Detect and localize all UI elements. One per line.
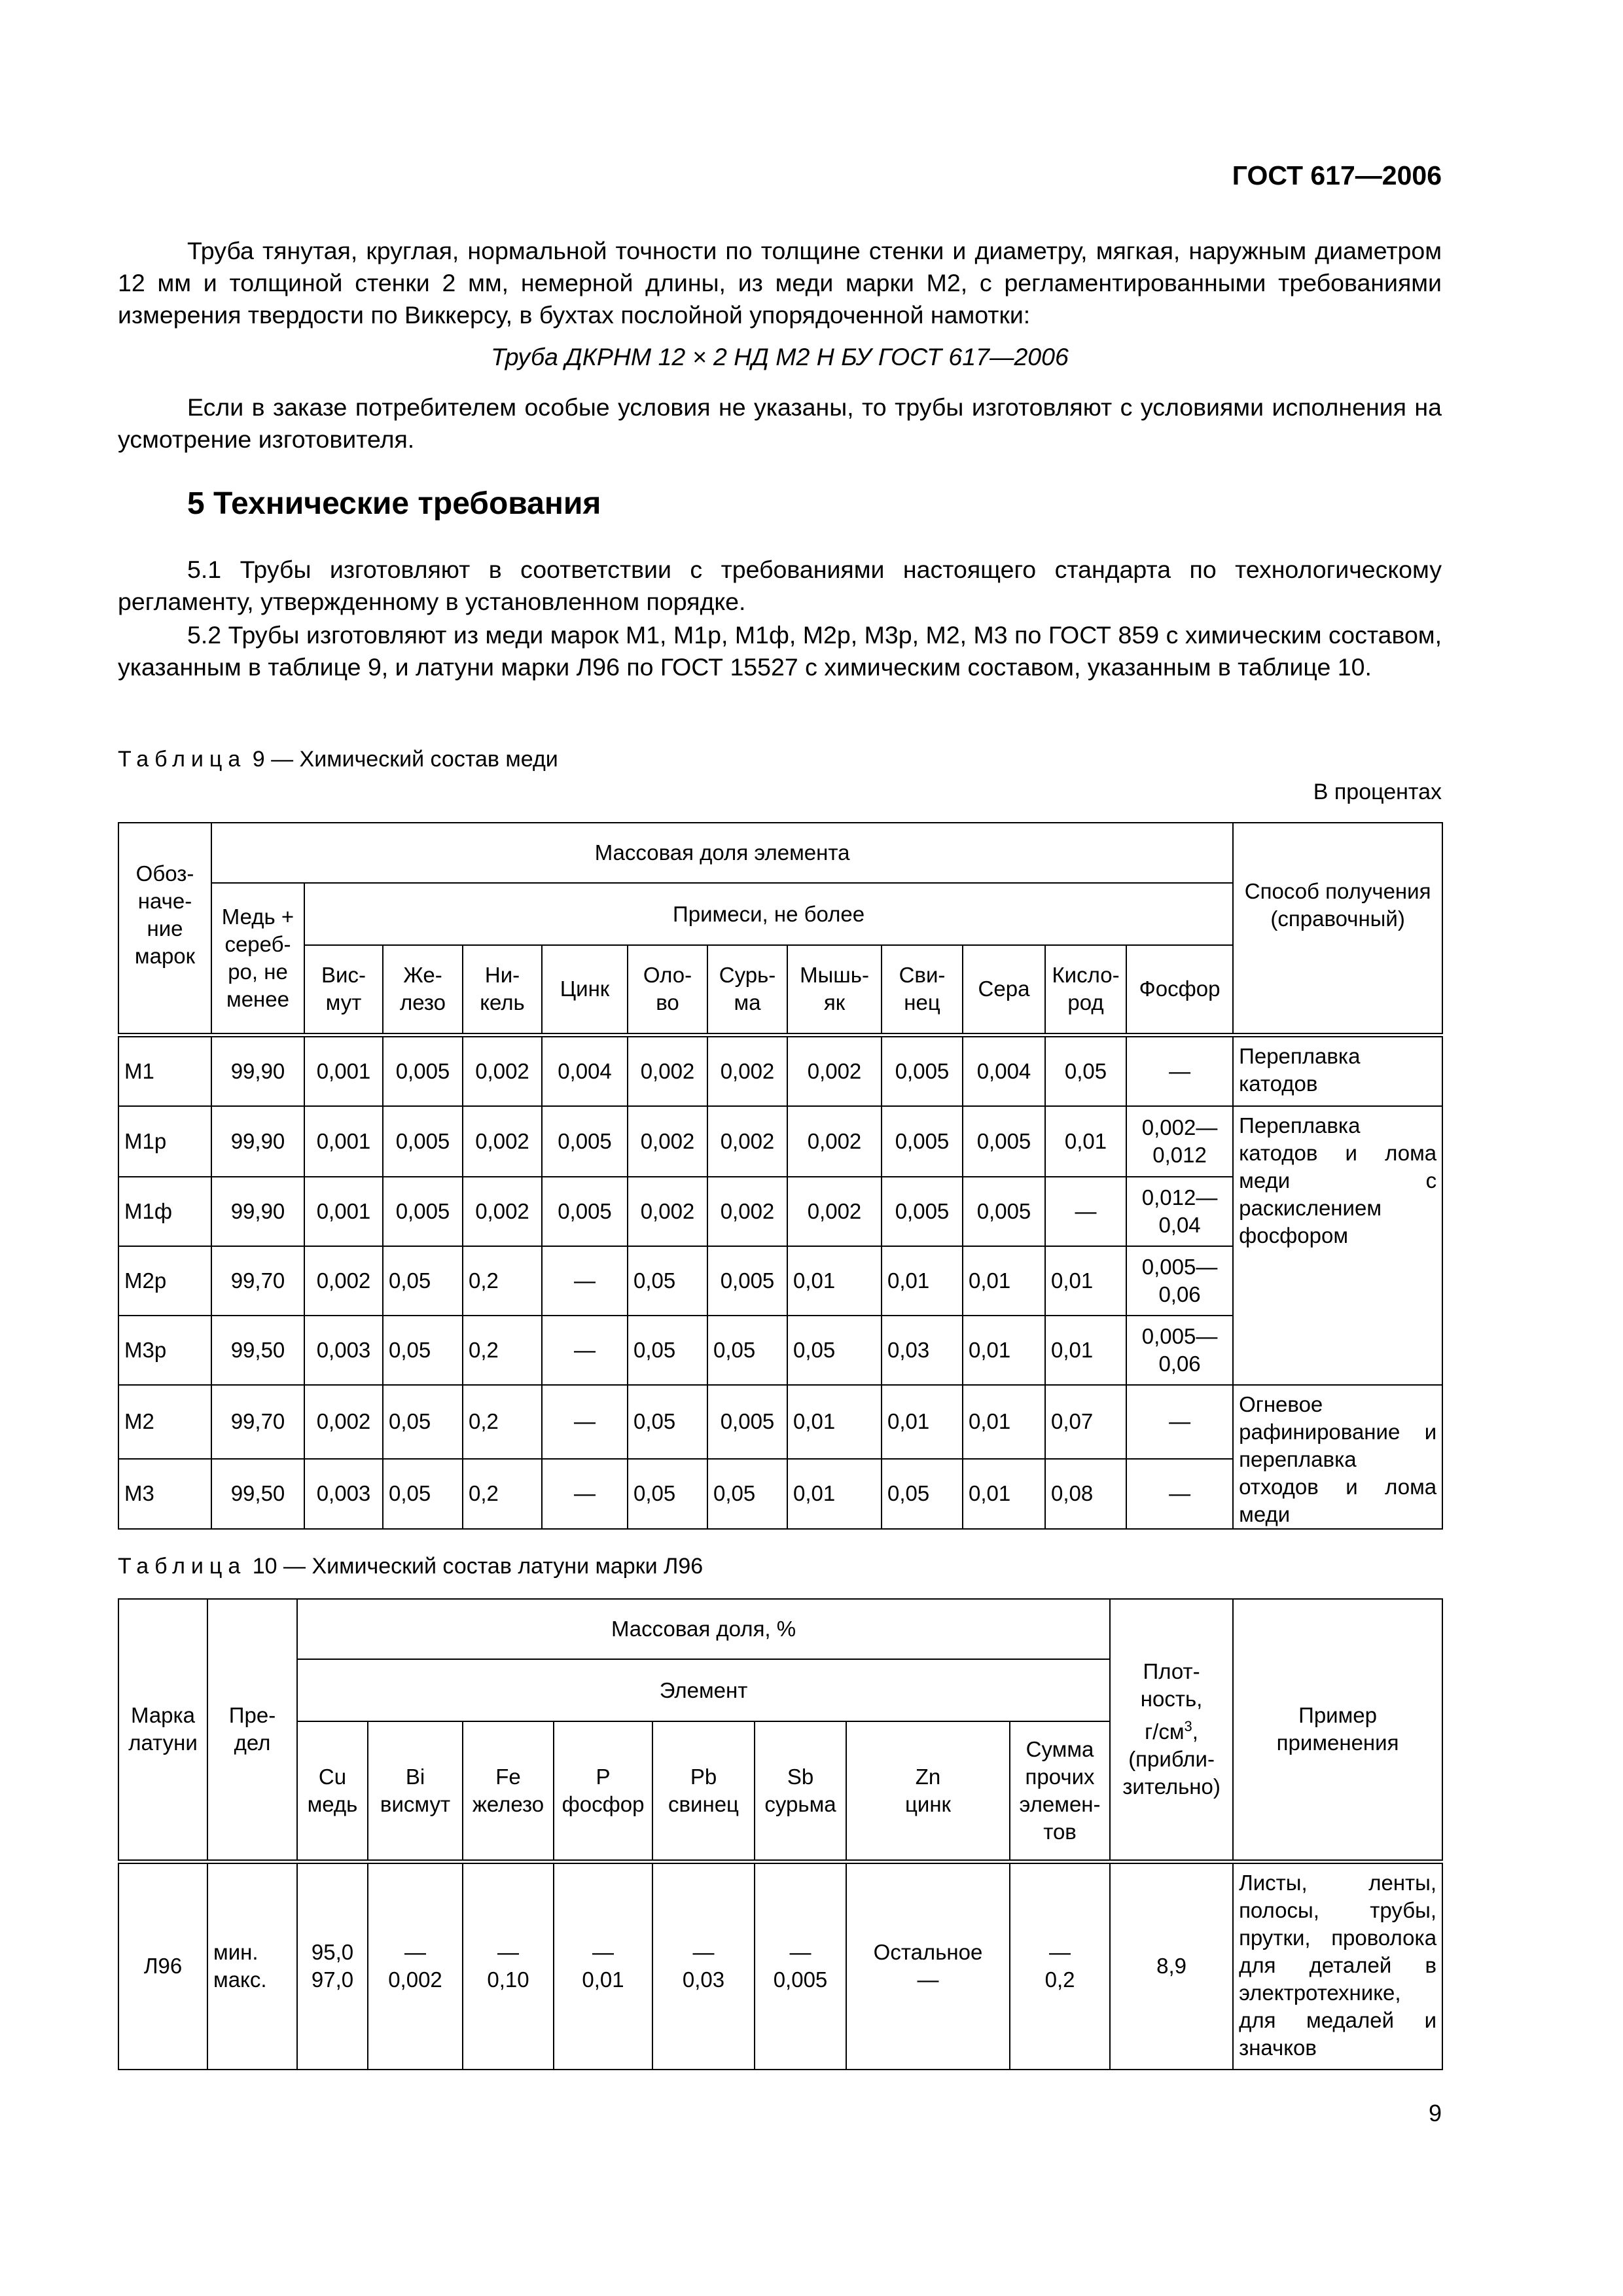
header-designation: Обоз- наче- ние марок bbox=[118, 823, 211, 1035]
cell-value: 0,05 bbox=[707, 1459, 787, 1529]
caption-word: Таблица bbox=[118, 747, 247, 772]
cell-value: 0,005 bbox=[882, 1177, 963, 1246]
cell-value: 0,05 bbox=[383, 1459, 463, 1529]
cell-copper: 99,50 bbox=[211, 1316, 304, 1385]
cell-copper: 99,90 bbox=[211, 1106, 304, 1177]
cell-value: 0,005 bbox=[383, 1035, 463, 1106]
header-element: Фосфор bbox=[1126, 945, 1233, 1035]
header-element: P фосфор bbox=[554, 1721, 652, 1861]
table9-units: В процентах bbox=[1313, 780, 1442, 804]
header-element: Sb сурьма bbox=[755, 1721, 846, 1861]
cell-value: 0,005 bbox=[542, 1106, 628, 1177]
cell-value: 0,001 bbox=[304, 1035, 383, 1106]
paragraph-5-1: 5.1 Трубы изготовляют в соответствии с требованиями настоящего стандарта по технологическому регламенту, утвержденному в установленном порядке. bbox=[118, 556, 1442, 615]
cell-value: 0,002 bbox=[628, 1106, 707, 1177]
header-element: Кисло- род bbox=[1045, 945, 1126, 1035]
header-element: Zn цинк bbox=[846, 1721, 1010, 1861]
cell-value: — 0,005 bbox=[755, 1861, 846, 2070]
cell-value: 0,05 bbox=[383, 1316, 463, 1385]
header-element: Мышь- як bbox=[787, 945, 882, 1035]
caption-text: 10 — Химический состав латуни марки Л96 bbox=[246, 1554, 704, 1579]
cell-value: 0,003 bbox=[304, 1459, 383, 1529]
header-element: Вис- мут bbox=[304, 945, 383, 1035]
cell-grade: М1ф bbox=[118, 1177, 211, 1246]
cell-grade: М1 bbox=[118, 1035, 211, 1106]
cell-value: 0,01 bbox=[963, 1385, 1045, 1459]
cell-value: 0,005 bbox=[383, 1177, 463, 1246]
cell-value: 0,005 bbox=[963, 1106, 1045, 1177]
header-mass-fraction: Массовая доля элемента bbox=[211, 823, 1233, 883]
table9-caption bbox=[118, 747, 558, 772]
cell-value: Остальное — bbox=[846, 1861, 1010, 2070]
header-density bbox=[1110, 1599, 1233, 1861]
table10-brass-composition bbox=[118, 1598, 1443, 2070]
cell-value: 0,001 bbox=[304, 1177, 383, 1246]
header-element: Сумма прочих элемен- тов bbox=[1010, 1721, 1110, 1861]
table9-copper-composition bbox=[118, 822, 1443, 1530]
header-element: Cu медь bbox=[297, 1721, 368, 1861]
designation-example: Труба ДКРНМ 12 × 2 НД М2 Н БУ ГОСТ 617—2006 bbox=[491, 343, 1069, 370]
cell-value: 0,01 bbox=[963, 1246, 1045, 1316]
cell-value: 0,01 bbox=[787, 1459, 882, 1529]
cell-value: 0,002 bbox=[707, 1106, 787, 1177]
cell-value: 0,01 bbox=[787, 1385, 882, 1459]
cell-value: 0,002 bbox=[463, 1035, 542, 1106]
cell-value: 0,2 bbox=[463, 1246, 542, 1316]
cell-value: 0,005— 0,06 bbox=[1126, 1316, 1233, 1385]
header-element: Ни- кель bbox=[463, 945, 542, 1035]
cell-value: 0,01 bbox=[1045, 1106, 1126, 1177]
cell-value: 0,07 bbox=[1045, 1385, 1126, 1459]
cell-grade: М3 bbox=[118, 1459, 211, 1529]
cell-value: 0,005 bbox=[542, 1177, 628, 1246]
cell-grade: М2 bbox=[118, 1385, 211, 1459]
cell-value: 0,002 bbox=[304, 1246, 383, 1316]
cell-grade: М3р bbox=[118, 1316, 211, 1385]
paragraph-example-intro: Труба тянутая, круглая, нормальной точности по толщине стенки и диаметру, мягкая, наружным диаметром 12 мм и толщиной стенки 2 мм, немерной длины, из меди марки М2, с регламентированными требованиями измерения твердости по Виккерсу, в бухтах послойной упорядоченной намотки: bbox=[118, 237, 1442, 329]
header-impurities: Примеси, не более bbox=[304, 883, 1233, 945]
header-element: Bi висмут bbox=[368, 1721, 463, 1861]
cell-value: 0,2 bbox=[463, 1316, 542, 1385]
cell-method: Переплавка катодов и лома меди с раскислением фосфором bbox=[1233, 1106, 1442, 1385]
cell-value: 0,003 bbox=[304, 1316, 383, 1385]
cell-value: 0,05 bbox=[787, 1316, 882, 1385]
cell-value: 0,01 bbox=[1045, 1246, 1126, 1316]
cell-limit: мин. макс. bbox=[207, 1861, 297, 2070]
cell-value: 0,002— 0,012 bbox=[1126, 1106, 1233, 1177]
cell-value: — bbox=[1126, 1459, 1233, 1529]
cell-value: 0,005 bbox=[383, 1106, 463, 1177]
cell-value: 0,002 bbox=[787, 1177, 882, 1246]
cell-value: 0,005 bbox=[707, 1246, 787, 1316]
cell-value: 0,002 bbox=[787, 1035, 882, 1106]
header-limit: Пре- дел bbox=[207, 1599, 297, 1861]
cell-value: 0,01 bbox=[882, 1385, 963, 1459]
cell-value: 0,004 bbox=[542, 1035, 628, 1106]
cell-example: Листы, ленты, полосы, трубы, прутки, проволока для деталей в электротехнике, для медалей и значков bbox=[1233, 1861, 1442, 2070]
cell-value: — 0,2 bbox=[1010, 1861, 1110, 2070]
cell-value: 0,005 bbox=[882, 1106, 963, 1177]
cell-value: — bbox=[542, 1316, 628, 1385]
cell-value: 0,08 bbox=[1045, 1459, 1126, 1529]
header-mass-fraction: Массовая доля, % bbox=[297, 1599, 1110, 1659]
document-id: ГОСТ 617—2006 bbox=[1232, 160, 1442, 190]
cell-value: — bbox=[542, 1385, 628, 1459]
cell-value: 0,03 bbox=[882, 1316, 963, 1385]
cell-value: 0,05 bbox=[628, 1459, 707, 1529]
cell-method: Огневое рафинирование и переплавка отходов и лома меди bbox=[1233, 1385, 1442, 1529]
cell-value: 0,05 bbox=[383, 1246, 463, 1316]
cell-value: 0,05 bbox=[1045, 1035, 1126, 1106]
cell-value: 0,01 bbox=[963, 1316, 1045, 1385]
cell-value: 0,01 bbox=[963, 1459, 1045, 1529]
header-brass-grade: Марка латуни bbox=[118, 1599, 207, 1861]
table10-caption bbox=[118, 1554, 703, 1579]
header-element: Элемент bbox=[297, 1659, 1110, 1721]
cell-value: 0,002 bbox=[463, 1106, 542, 1177]
cell-value: 0,001 bbox=[304, 1106, 383, 1177]
cell-value: 0,005 bbox=[882, 1035, 963, 1106]
cell-value: — 0,03 bbox=[652, 1861, 755, 2070]
cell-value: 0,05 bbox=[707, 1316, 787, 1385]
cell-value: 0,05 bbox=[383, 1385, 463, 1459]
cell-value: 0,2 bbox=[463, 1459, 542, 1529]
cell-value: — 0,10 bbox=[463, 1861, 554, 2070]
cell-grade: М1р bbox=[118, 1106, 211, 1177]
header-element: Сви- нец bbox=[882, 945, 963, 1035]
cell-value: 95,0 97,0 bbox=[297, 1861, 368, 2070]
paragraph-5-2: 5.2 Трубы изготовляют из меди марок М1, М1р, М1ф, М2р, М3р, М2, М3 по ГОСТ 859 с химическим составом, указанным в таблице 9, и латуни марки Л96 по ГОСТ 15527 с химическим составом, указанным в таблице 10. bbox=[118, 621, 1442, 681]
density-label-rest: , (прибли- зительно) bbox=[1122, 1719, 1221, 1799]
cell-copper: 99,70 bbox=[211, 1385, 304, 1459]
cell-copper: 99,70 bbox=[211, 1246, 304, 1316]
cell-value: 0,002 bbox=[707, 1177, 787, 1246]
cell-grade: Л96 bbox=[118, 1861, 207, 2070]
header-element: Pb свинец bbox=[652, 1721, 755, 1861]
cell-value: — bbox=[542, 1459, 628, 1529]
cell-copper: 99,90 bbox=[211, 1035, 304, 1106]
cell-value: — bbox=[542, 1246, 628, 1316]
table-row bbox=[118, 1035, 1442, 1106]
cell-value: 0,002 bbox=[304, 1385, 383, 1459]
cell-value: — 0,002 bbox=[368, 1861, 463, 2070]
cell-method: Переплавка катодов bbox=[1233, 1035, 1442, 1106]
caption-word: Таблица bbox=[118, 1554, 247, 1579]
cell-value: 0,002 bbox=[628, 1177, 707, 1246]
cell-grade: М2р bbox=[118, 1246, 211, 1316]
cell-copper: 99,50 bbox=[211, 1459, 304, 1529]
cell-value: 0,01 bbox=[882, 1246, 963, 1316]
section-title: 5 Технические требования bbox=[187, 486, 601, 521]
cell-value: 0,05 bbox=[628, 1385, 707, 1459]
cell-value: 0,002 bbox=[787, 1106, 882, 1177]
cell-value: — bbox=[1126, 1385, 1233, 1459]
density-sup: 3 bbox=[1184, 1718, 1192, 1735]
cell-value: 0,002 bbox=[463, 1177, 542, 1246]
header-element: Fe железо bbox=[463, 1721, 554, 1861]
cell-value: 0,05 bbox=[628, 1246, 707, 1316]
table-row bbox=[118, 1385, 1442, 1459]
cell-value: 0,2 bbox=[463, 1385, 542, 1459]
cell-value: 0,05 bbox=[882, 1459, 963, 1529]
header-element: Сурь- ма bbox=[707, 945, 787, 1035]
header-method: Способ получения (справочный) bbox=[1233, 823, 1442, 1035]
cell-value: 0,002 bbox=[628, 1035, 707, 1106]
cell-value: 0,05 bbox=[628, 1316, 707, 1385]
cell-value: 0,01 bbox=[1045, 1316, 1126, 1385]
table-row bbox=[118, 1106, 1442, 1177]
paragraph-default-conditions: Если в заказе потребителем особые условия не указаны, то трубы изготовляют с условиями исполнения на усмотрение изготовителя. bbox=[118, 393, 1442, 453]
header-element: Же- лезо bbox=[383, 945, 463, 1035]
header-element: Оло- во bbox=[628, 945, 707, 1035]
cell-value: 0,005 bbox=[963, 1177, 1045, 1246]
cell-value: — 0,01 bbox=[554, 1861, 652, 2070]
cell-copper: 99,90 bbox=[211, 1177, 304, 1246]
page-number: 9 bbox=[1428, 2100, 1442, 2126]
cell-value: 0,01 bbox=[787, 1246, 882, 1316]
header-example: Пример применения bbox=[1233, 1599, 1442, 1861]
cell-value: 0,005— 0,06 bbox=[1126, 1246, 1233, 1316]
caption-text: 9 — Химический состав меди bbox=[246, 747, 558, 772]
header-copper-silver: Медь + сереб- ро, не менее bbox=[211, 883, 304, 1035]
cell-value: — bbox=[1126, 1035, 1233, 1106]
cell-value: 0,012— 0,04 bbox=[1126, 1177, 1233, 1246]
cell-value: 0,005 bbox=[707, 1385, 787, 1459]
density-label: Плот- ность, г/см bbox=[1140, 1659, 1203, 1744]
header-element: Сера bbox=[963, 945, 1045, 1035]
cell-value: 0,004 bbox=[963, 1035, 1045, 1106]
cell-value: 0,002 bbox=[707, 1035, 787, 1106]
header-element: Цинк bbox=[542, 945, 628, 1035]
cell-density: 8,9 bbox=[1110, 1861, 1233, 2070]
cell-value: — bbox=[1045, 1177, 1126, 1246]
